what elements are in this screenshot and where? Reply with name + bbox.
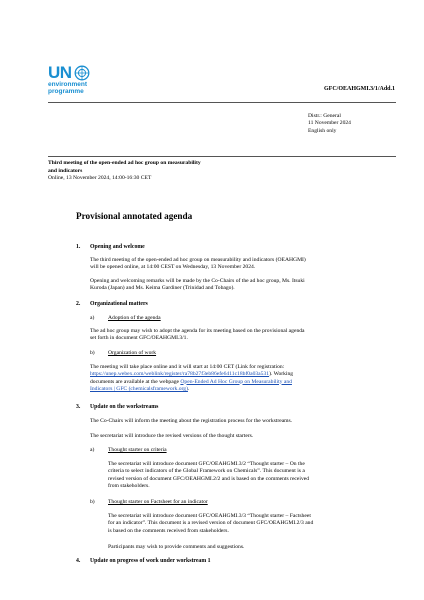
- issue-date: 11 November 2024: [308, 120, 351, 127]
- meeting-details: Online, 13 November 2024, 14:00-16:30 CET: [48, 175, 152, 182]
- text-line: from stakeholders.: [108, 482, 150, 489]
- text-line: criteria to select indicators of the Global Framework on Chemicals”. This document is a: [108, 468, 305, 475]
- item-3-heading: Update on the workstreams: [90, 404, 159, 410]
- meeting-title-line1: Third meeting of the open-ended ad hoc group on measurability: [48, 160, 201, 166]
- distribution-block: [308, 113, 351, 135]
- item-2a-letter: a): [90, 315, 95, 321]
- distr-label: Distr.: General: [308, 113, 341, 119]
- text-line: Kuroda (Japan) and Ms. Keima Gardiner (Trinidad and Tobago).: [90, 285, 235, 292]
- item-3-paragraph-1: The Co-Chairs will inform the meeting about the registration process for the workstreams.: [90, 418, 293, 424]
- item-2b-paragraph: [90, 364, 396, 393]
- item-3a-paragraph: [108, 461, 396, 490]
- meeting-block: [48, 160, 308, 183]
- item-2b-heading: Organization of work: [108, 350, 157, 356]
- logo-line-programme: programme: [48, 88, 84, 95]
- text-fragment: .: [187, 385, 190, 392]
- meeting-title-line2: and indicators: [48, 167, 83, 174]
- item-3-number: 3.: [76, 404, 81, 410]
- item-2a-heading: Adoption of the agenda: [108, 315, 161, 321]
- text-line: [90, 379, 396, 386]
- text-line: [90, 371, 396, 378]
- item-3b-paragraph: [108, 513, 396, 535]
- item-2-heading: Organizational matters: [90, 301, 148, 307]
- text-line: The ad hoc group may wish to adopt the agenda for its meeting based on the provisional agenda: [90, 328, 305, 334]
- logo-un-text: UN: [48, 63, 72, 82]
- text-line: The third meeting of the open-ended ad hoc group on measurability and indicators (OEAHGMI): [90, 257, 306, 263]
- item-3a-letter: a): [90, 447, 95, 453]
- webpage-link[interactable]: Open-Ended Ad Hoc Group on Measurability and: [180, 378, 292, 385]
- text-line: will be opened online, at 14:00 CEST on Wednesday, 13 November 2024.: [90, 264, 256, 271]
- item-4-heading: Update on progress of work under workstream 1: [90, 558, 211, 564]
- item-4-number: 4.: [76, 558, 81, 564]
- text-line: set forth in document GFC/OEAHGMI.3/1.: [90, 335, 188, 342]
- item-3a-heading: Thought starter on criteria: [108, 447, 167, 453]
- item-3b-paragraph-2: Participants may wish to provide comments and suggestions.: [108, 544, 245, 550]
- text-line: The secretariat will introduce document GFC/OEAHGMI.3/3 “Thought starter – Factsheet: [108, 513, 311, 519]
- logo-line-environment: environment: [48, 81, 88, 88]
- registration-link[interactable]: https://unep.webex.com/weblink/register/ra78b27f3eb86efe6411c18bf0a03a531: [90, 371, 270, 378]
- meeting-divider: [48, 156, 396, 157]
- text-line: is based on the comments received from stakeholders.: [108, 527, 229, 534]
- item-3-paragraph-2: The secretariat will introduce the revised versions of the thought starters.: [90, 433, 254, 439]
- unep-logo: [48, 64, 98, 95]
- page-title: Provisional annotated agenda: [76, 211, 193, 221]
- text-line: The secretariat will introduce document GFC/OEAHGMI.3/2 “Thought starter – On the: [108, 461, 305, 467]
- item-1-heading: Opening and welcome: [90, 244, 145, 250]
- header-divider: [48, 102, 396, 103]
- document-symbol: GFC/OEAHGMI.3/1/Add.1: [323, 86, 395, 92]
- text-line: The meeting will take place online and it will start at 14:00 CET (Link for registration:: [90, 364, 285, 370]
- text-line: Opening and welcoming remarks will be made by the Co-Chairs of the ad hoc group, Ms. Itsuki: [90, 278, 305, 284]
- text-fragment: ). Working: [269, 371, 294, 378]
- text-fragment: documents are available at the webpage: [90, 378, 181, 385]
- text-line: revised version of document GFC/OEAHGMI.2/2 and is based on the comments received: [108, 475, 310, 482]
- item-2b-letter: b): [90, 350, 95, 356]
- item-1-number: 1.: [76, 244, 81, 250]
- item-3b-letter: b): [90, 499, 95, 505]
- item-2-number: 2.: [76, 301, 81, 307]
- text-line: [90, 386, 396, 393]
- item-2a-paragraph: [90, 328, 396, 343]
- logo-wordmark: [48, 64, 98, 81]
- language-label: English only: [308, 127, 337, 134]
- item-3b-heading: Thought starter on Factsheet for an indicator: [108, 499, 208, 505]
- item-1-paragraph-2: [90, 278, 396, 293]
- item-1-paragraph-1: [90, 257, 396, 272]
- un-globe-icon: [74, 65, 90, 81]
- text-line: for an indicator”. This document is a revised version of document GFC/OEAHGMI.2/3 and: [108, 520, 314, 527]
- webpage-link-continued[interactable]: Indicators | GFC (chemicalsframework.org): [90, 385, 188, 392]
